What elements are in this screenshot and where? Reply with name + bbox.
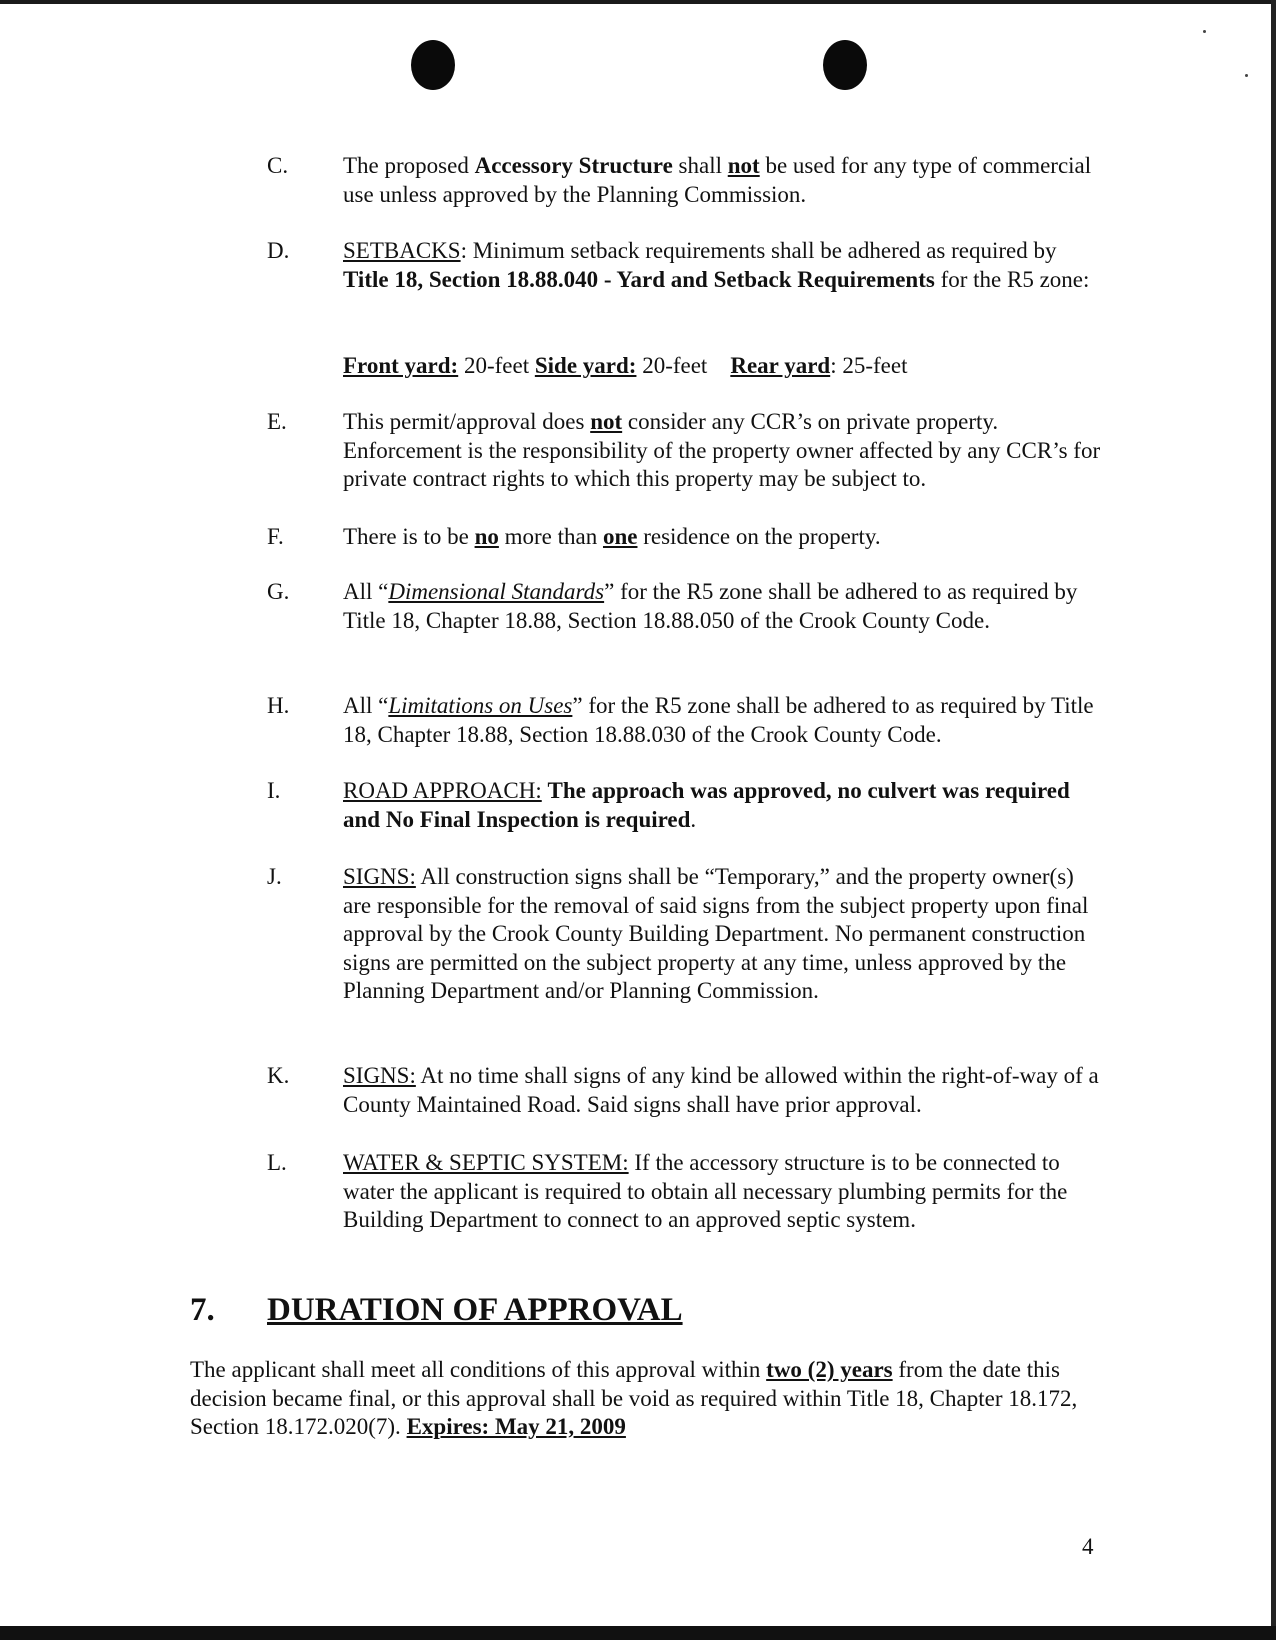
scan-right-edge — [1271, 0, 1276, 1640]
item-letter: F. — [267, 524, 284, 549]
scan-speck — [1203, 30, 1206, 33]
item-text: All “Dimensional Standards” for the R5 zone shall be adhered to as required by Title 18, Chapter 18.88, Section 18.88.050 of the Crook County Code. — [343, 579, 1078, 633]
item-text: WATER & SEPTIC SYSTEM: If the accessory structure is to be connected to water the applicant is required to obtain all necessary plumbing permits for the Building Department to connect to an approved septic system. — [343, 1150, 1068, 1232]
punch-hole-left — [411, 40, 455, 90]
item-text: SIGNS: All construction signs shall be “Temporary,” and the property owner(s) are responsible for the removal of said signs from the subject property upon final approval by the Crook County Building Department. No permanent construction signs are permitted on the subject property at any time, unless approved by the Planning Department and/or Planning Commission. — [343, 864, 1089, 1003]
section-number: 7. — [190, 1292, 215, 1328]
item-text: All “Limitations on Uses” for the R5 zone shall be adhered to as required by Title 18, Chapter 18.88, Section 18.88.030 of the Crook County Code. — [343, 693, 1094, 747]
rear-yard-label: Rear yard — [730, 353, 831, 378]
setback-values: Front yard: 20-feet Side yard: 20-feet Rear yard: 25-feet — [343, 353, 908, 378]
item-text: SETBACKS: Minimum setback requirements shall be adhered as required by Title 18, Section 18.88.040 - Yard and Setback Requirements for the R5 zone: — [343, 238, 1090, 292]
item-letter: J. — [267, 864, 282, 889]
duration-paragraph: The applicant shall meet all conditions of this approval within two (2) years from the date this decision became final, or this approval shall be void as required within Title 18, Chapter 18.172, Section 18.172.020(7). Expires: May 21, 2009 — [190, 1357, 1078, 1439]
front-yard-label: Front yard: — [343, 353, 459, 378]
punch-hole-right — [823, 40, 867, 90]
item-text: This permit/approval does not consider any CCR’s on private property. Enforcement is the responsibility of the property owner affected by any CCR’s for private contract rights to which this property may be subject to. — [343, 409, 1101, 491]
item-letter: K. — [267, 1063, 290, 1088]
item-letter: D. — [267, 238, 290, 263]
item-text: There is to be no more than one residence on the property. — [343, 524, 881, 549]
item-text: SIGNS: At no time shall signs of any kind be allowed within the right-of-way of a County Maintained Road. Said signs shall have prior approval. — [343, 1063, 1099, 1117]
item-text: The proposed Accessory Structure shall not be used for any type of commercial use unless approved by the Planning Commission. — [343, 153, 1092, 207]
section-title: DURATION OF APPROVAL — [267, 1292, 683, 1328]
item-letter: G. — [267, 579, 290, 604]
item-letter: E. — [267, 409, 287, 434]
item-letter: I. — [267, 778, 281, 803]
item-letter: L. — [267, 1150, 287, 1175]
page-number: 4 — [1082, 1534, 1094, 1559]
side-yard-label: Side yard: — [534, 353, 637, 378]
item-letter: C. — [267, 153, 289, 178]
scan-speck — [1245, 74, 1248, 77]
scan-top-edge — [0, 0, 1276, 4]
expiration-date: Expires: May 21, 2009 — [406, 1414, 626, 1439]
item-text: ROAD APPROACH: The approach was approved, no culvert was required and No Final Inspection is required. — [343, 778, 1070, 832]
item-letter: H. — [267, 693, 290, 718]
scan-bottom-edge — [0, 1626, 1276, 1640]
